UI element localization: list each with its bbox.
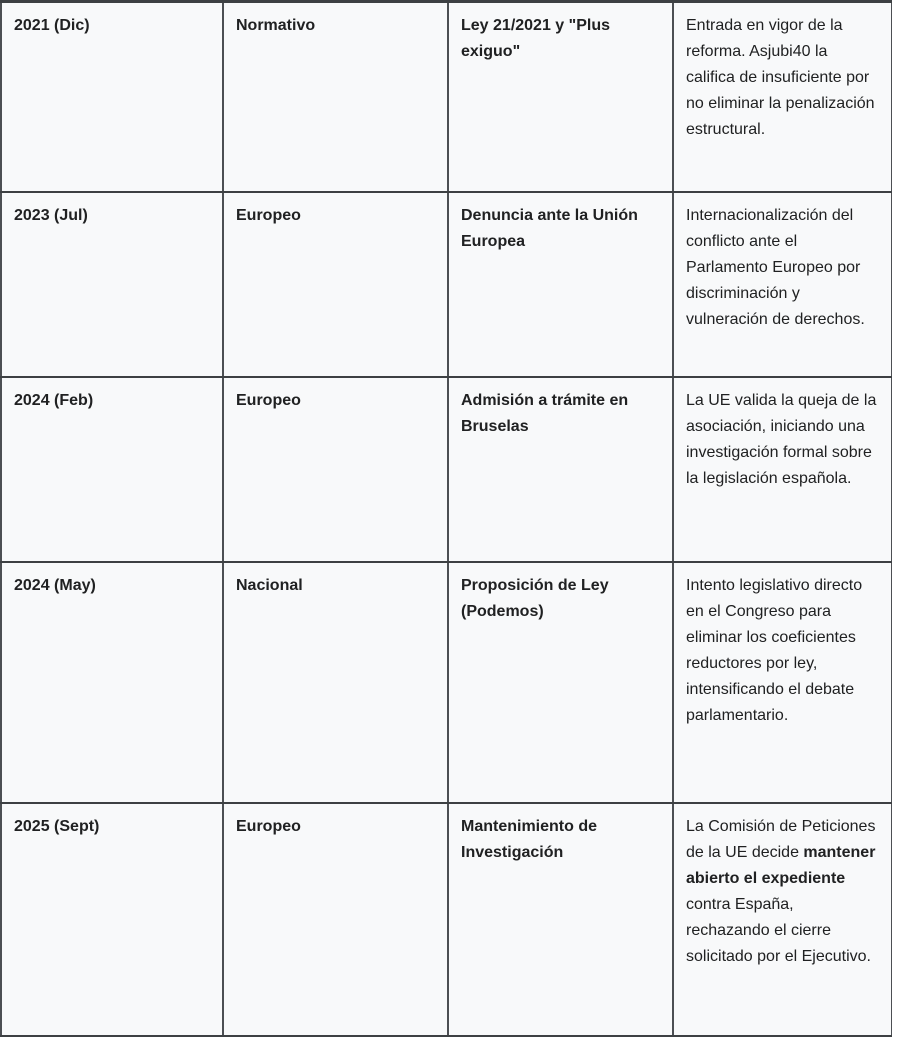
cell-scope: Europeo [223,377,448,562]
cell-date: 2023 (Jul) [1,192,223,377]
cell-date: 2025 (Sept) [1,803,223,1036]
cell-scope: Nacional [223,562,448,803]
cell-event-title: Ley 21/2021 y "Plus exiguo" [448,2,673,192]
cell-event-title: Mantenimiento de Investigación [448,803,673,1036]
table-body [1,2,891,1036]
table-row [1,562,891,803]
cell-scope: Europeo [223,803,448,1036]
table-row [1,803,891,1036]
cell-date: 2024 (May) [1,562,223,803]
cell-description: Intento legislativo directo en el Congreso para eliminar los coeficientes reductores por ley, intensificando el debate parlamentario. [673,562,891,803]
cell-description: Internacionalización del conflicto ante el Parlamento Europeo por discriminación y vulneración de derechos. [673,192,891,377]
table-row [1,377,891,562]
cell-date: 2024 (Feb) [1,377,223,562]
cell-scope: Normativo [223,2,448,192]
table-row [1,2,891,192]
cell-event-title: Denuncia ante la Unión Europea [448,192,673,377]
cell-event-title: Admisión a trámite en Bruselas [448,377,673,562]
cell-date: 2021 (Dic) [1,2,223,192]
description-bold-phrase: mantener abierto el expediente [686,843,876,887]
cell-description: Entrada en vigor de la reforma. Asjubi40 la califica de insuficiente por no eliminar la penalización estructural. [673,2,891,192]
cell-scope: Europeo [223,192,448,377]
table-row [1,192,891,377]
cell-event-title: Proposición de Ley (Podemos) [448,562,673,803]
cell-description: La Comisión de Peticiones de la UE decide mantener abierto el expediente contra España, rechazando el cierre solicitado por el Ejecutivo. [673,803,891,1036]
cell-description: La UE valida la queja de la asociación, iniciando una investigación formal sobre la legislación española. [673,377,891,562]
